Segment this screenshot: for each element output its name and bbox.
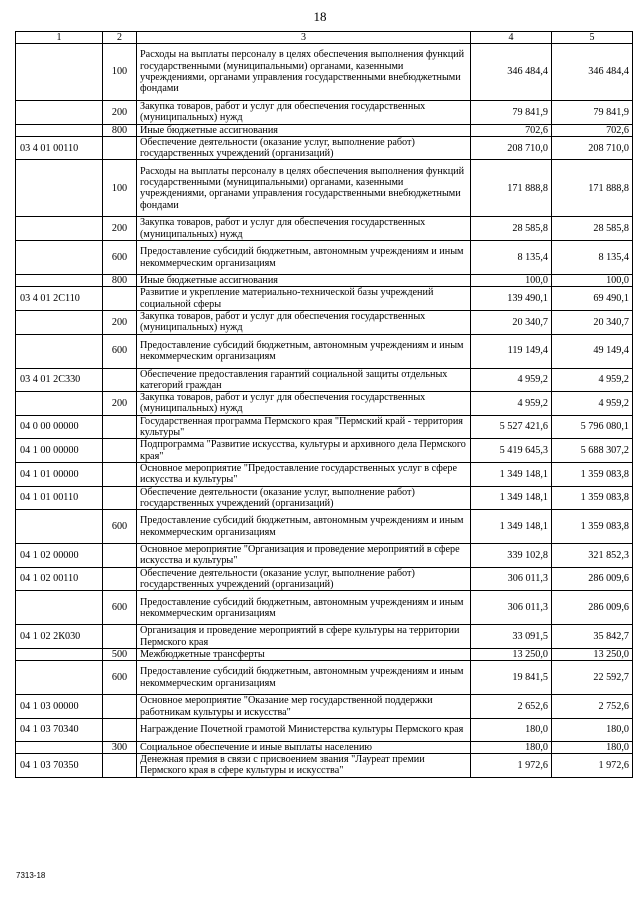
table-row bbox=[16, 241, 633, 275]
row-name: Основное мероприятие "Предоставление государственных услуг в сфере искусства и культуры" bbox=[137, 462, 471, 486]
row-code: 04 1 03 70340 bbox=[16, 718, 103, 741]
header-cell: 2 bbox=[103, 32, 137, 44]
row-amount-2020: 4 959,2 bbox=[552, 368, 633, 392]
row-name: Иные бюджетные ассигнования bbox=[137, 124, 471, 136]
row-amount-2019: 702,6 bbox=[471, 124, 552, 136]
row-name: Иные бюджетные ассигнования bbox=[137, 275, 471, 287]
row-amount-2019: 139 490,1 bbox=[471, 287, 552, 311]
row-amount-2020: 286 009,6 bbox=[552, 567, 633, 591]
row-amount-2020: 1 359 083,8 bbox=[552, 486, 633, 510]
row-name: Социальное обеспечение и иные выплаты населению bbox=[137, 741, 471, 753]
page-number: 18 bbox=[313, 9, 327, 24]
row-code bbox=[16, 741, 103, 753]
row-amount-2020: 100,0 bbox=[552, 275, 633, 287]
row-amount-2019: 1 972,6 bbox=[471, 754, 552, 778]
row-name: Закупка товаров, работ и услуг для обеспечения государственных (муниципальных) нужд bbox=[137, 217, 471, 241]
row-code: 03 4 01 2С330 bbox=[16, 368, 103, 392]
table-row bbox=[16, 217, 633, 241]
row-name: Закупка товаров, работ и услуг для обеспечения государственных (муниципальных) нужд bbox=[137, 392, 471, 416]
row-amount-2019: 180,0 bbox=[471, 741, 552, 753]
row-expense-type bbox=[103, 567, 137, 591]
row-expense-type bbox=[103, 486, 137, 510]
row-code bbox=[16, 217, 103, 241]
row-name: Развитие и укрепление материально-технической базы учреждений социальной сферы bbox=[137, 287, 471, 311]
row-code bbox=[16, 648, 103, 660]
row-code: 04 1 01 00110 bbox=[16, 486, 103, 510]
row-amount-2019: 5 419 645,3 bbox=[471, 439, 552, 463]
row-code: 04 1 02 2К030 bbox=[16, 625, 103, 649]
table-row bbox=[16, 754, 633, 778]
row-amount-2019: 2 652,6 bbox=[471, 695, 552, 719]
table-row bbox=[16, 544, 633, 568]
table-row bbox=[16, 136, 633, 160]
row-expense-type: 200 bbox=[103, 217, 137, 241]
row-amount-2019: 171 888,8 bbox=[471, 160, 552, 217]
row-amount-2020: 208 710,0 bbox=[552, 136, 633, 160]
table-row bbox=[16, 625, 633, 649]
row-expense-type: 600 bbox=[103, 510, 137, 544]
row-amount-2020: 702,6 bbox=[552, 124, 633, 136]
row-name: Расходы на выплаты персоналу в целях обеспечения выполнения функций государственными (муниципальными) органами, казенными учреждениями, органами управления государственными внебюджетными фондами bbox=[137, 44, 471, 101]
row-name: Закупка товаров, работ и услуг для обеспечения государственных (муниципальных) нужд bbox=[137, 310, 471, 334]
table-row bbox=[16, 101, 633, 125]
table-row bbox=[16, 392, 633, 416]
row-amount-2020: 5 796 080,1 bbox=[552, 415, 633, 439]
row-amount-2019: 208 710,0 bbox=[471, 136, 552, 160]
row-name: Денежная премия в связи с присвоением звания "Лауреат премии Пермского края в сфере культуры и искусства" bbox=[137, 754, 471, 778]
row-amount-2019: 79 841,9 bbox=[471, 101, 552, 125]
table-row bbox=[16, 334, 633, 368]
row-name: Обеспечение деятельности (оказание услуг, выполнение работ) государственных учреждений (организаций) bbox=[137, 136, 471, 160]
row-name: Организация и проведение мероприятий в сфере культуры на территории Пермского края bbox=[137, 625, 471, 649]
row-name: Закупка товаров, работ и услуг для обеспечения государственных (муниципальных) нужд bbox=[137, 101, 471, 125]
row-amount-2019: 119 149,4 bbox=[471, 334, 552, 368]
row-amount-2020: 49 149,4 bbox=[552, 334, 633, 368]
row-code: 03 4 01 00110 bbox=[16, 136, 103, 160]
row-code bbox=[16, 275, 103, 287]
row-code: 04 1 00 00000 bbox=[16, 439, 103, 463]
row-code bbox=[16, 44, 103, 101]
table-row bbox=[16, 368, 633, 392]
table-row bbox=[16, 741, 633, 753]
row-amount-2020: 1 972,6 bbox=[552, 754, 633, 778]
row-code: 04 1 03 70350 bbox=[16, 754, 103, 778]
table-row bbox=[16, 510, 633, 544]
table-row bbox=[16, 695, 633, 719]
row-expense-type: 600 bbox=[103, 591, 137, 625]
row-code bbox=[16, 241, 103, 275]
row-amount-2020: 69 490,1 bbox=[552, 287, 633, 311]
row-expense-type bbox=[103, 136, 137, 160]
table-row bbox=[16, 275, 633, 287]
header-cell: 1 bbox=[16, 32, 103, 44]
row-amount-2020: 321 852,3 bbox=[552, 544, 633, 568]
table-row bbox=[16, 661, 633, 695]
row-amount-2019: 33 091,5 bbox=[471, 625, 552, 649]
row-name: Обеспечение деятельности (оказание услуг, выполнение работ) государственных учреждений (организаций) bbox=[137, 486, 471, 510]
footer-code: 7313-18 bbox=[16, 871, 46, 880]
row-expense-type bbox=[103, 754, 137, 778]
table-row bbox=[16, 415, 633, 439]
row-name: Предоставление субсидий бюджетным, автономным учреждениям и иным некоммерческим организациям bbox=[137, 510, 471, 544]
row-code bbox=[16, 334, 103, 368]
table-row bbox=[16, 591, 633, 625]
row-expense-type: 500 bbox=[103, 648, 137, 660]
row-amount-2019: 4 959,2 bbox=[471, 392, 552, 416]
row-code bbox=[16, 160, 103, 217]
row-name: Обеспечение предоставления гарантий социальной защиты отдельных категорий граждан bbox=[137, 368, 471, 392]
row-expense-type bbox=[103, 544, 137, 568]
row-expense-type bbox=[103, 462, 137, 486]
row-amount-2019: 19 841,5 bbox=[471, 661, 552, 695]
table-row bbox=[16, 718, 633, 741]
row-name: Предоставление субсидий бюджетным, автономным учреждениям и иным некоммерческим организациям bbox=[137, 661, 471, 695]
row-code: 03 4 01 2С110 bbox=[16, 287, 103, 311]
row-expense-type: 600 bbox=[103, 334, 137, 368]
row-amount-2020: 2 752,6 bbox=[552, 695, 633, 719]
row-expense-type bbox=[103, 625, 137, 649]
table-row bbox=[16, 160, 633, 217]
row-code: 04 1 02 00110 bbox=[16, 567, 103, 591]
row-code bbox=[16, 591, 103, 625]
row-code bbox=[16, 124, 103, 136]
row-amount-2019: 1 349 148,1 bbox=[471, 486, 552, 510]
row-name: Предоставление субсидий бюджетным, автономным учреждениям и иным некоммерческим организациям bbox=[137, 591, 471, 625]
row-expense-type bbox=[103, 287, 137, 311]
table-row bbox=[16, 287, 633, 311]
row-name: Награждение Почетной грамотой Министерства культуры Пермского края bbox=[137, 718, 471, 741]
row-amount-2019: 8 135,4 bbox=[471, 241, 552, 275]
header-cell: 5 bbox=[552, 32, 633, 44]
row-amount-2019: 346 484,4 bbox=[471, 44, 552, 101]
table-row bbox=[16, 439, 633, 463]
row-expense-type bbox=[103, 439, 137, 463]
row-name: Подпрограмма "Развитие искусства, культуры и архивного дела Пермского края" bbox=[137, 439, 471, 463]
row-amount-2019: 20 340,7 bbox=[471, 310, 552, 334]
row-amount-2020: 13 250,0 bbox=[552, 648, 633, 660]
row-expense-type: 200 bbox=[103, 310, 137, 334]
row-amount-2020: 20 340,7 bbox=[552, 310, 633, 334]
row-amount-2019: 1 349 148,1 bbox=[471, 462, 552, 486]
row-expense-type: 800 bbox=[103, 124, 137, 136]
row-amount-2019: 306 011,3 bbox=[471, 591, 552, 625]
row-name: Обеспечение деятельности (оказание услуг, выполнение работ) государственных учреждений (организаций) bbox=[137, 567, 471, 591]
row-amount-2020: 22 592,7 bbox=[552, 661, 633, 695]
row-amount-2020: 1 359 083,8 bbox=[552, 510, 633, 544]
row-amount-2019: 180,0 bbox=[471, 718, 552, 741]
row-amount-2019: 306 011,3 bbox=[471, 567, 552, 591]
table-row bbox=[16, 124, 633, 136]
row-name: Межбюджетные трансферты bbox=[137, 648, 471, 660]
row-amount-2020: 346 484,4 bbox=[552, 44, 633, 101]
row-name: Предоставление субсидий бюджетным, автономным учреждениям и иным некоммерческим организациям bbox=[137, 241, 471, 275]
row-amount-2020: 5 688 307,2 bbox=[552, 439, 633, 463]
row-amount-2019: 1 349 148,1 bbox=[471, 510, 552, 544]
row-amount-2019: 4 959,2 bbox=[471, 368, 552, 392]
table-row bbox=[16, 486, 633, 510]
row-amount-2020: 171 888,8 bbox=[552, 160, 633, 217]
header-cell: 3 bbox=[137, 32, 471, 44]
table-row bbox=[16, 567, 633, 591]
row-name: Предоставление субсидий бюджетным, автономным учреждениям и иным некоммерческим организациям bbox=[137, 334, 471, 368]
row-name: Расходы на выплаты персоналу в целях обеспечения выполнения функций государственными (муниципальными) органами, казенными учреждениями, органами управления государственными внебюджетными фондами bbox=[137, 160, 471, 217]
row-expense-type: 300 bbox=[103, 741, 137, 753]
row-expense-type bbox=[103, 415, 137, 439]
row-expense-type bbox=[103, 695, 137, 719]
row-code bbox=[16, 101, 103, 125]
row-expense-type bbox=[103, 718, 137, 741]
row-expense-type: 800 bbox=[103, 275, 137, 287]
header-row bbox=[16, 32, 633, 44]
row-amount-2019: 339 102,8 bbox=[471, 544, 552, 568]
row-code: 04 0 00 00000 bbox=[16, 415, 103, 439]
row-amount-2019: 28 585,8 bbox=[471, 217, 552, 241]
row-code: 04 1 01 00000 bbox=[16, 462, 103, 486]
row-amount-2020: 286 009,6 bbox=[552, 591, 633, 625]
row-expense-type: 600 bbox=[103, 661, 137, 695]
row-code bbox=[16, 392, 103, 416]
row-expense-type bbox=[103, 368, 137, 392]
row-code: 04 1 03 00000 bbox=[16, 695, 103, 719]
table-row bbox=[16, 310, 633, 334]
row-code bbox=[16, 510, 103, 544]
row-amount-2019: 5 527 421,6 bbox=[471, 415, 552, 439]
row-amount-2019: 13 250,0 bbox=[471, 648, 552, 660]
row-amount-2020: 1 359 083,8 bbox=[552, 462, 633, 486]
table-row bbox=[16, 648, 633, 660]
row-name: Основное мероприятие "Оказание мер государственной поддержки работникам культуры и искусства" bbox=[137, 695, 471, 719]
table-row bbox=[16, 44, 633, 101]
row-amount-2020: 35 842,7 bbox=[552, 625, 633, 649]
row-name: Основное мероприятие "Организация и проведение мероприятий в сфере искусства и культуры" bbox=[137, 544, 471, 568]
row-code bbox=[16, 310, 103, 334]
row-code bbox=[16, 661, 103, 695]
row-code: 04 1 02 00000 bbox=[16, 544, 103, 568]
row-name: Государственная программа Пермского края "Пермский край - территория культуры" bbox=[137, 415, 471, 439]
row-expense-type: 100 bbox=[103, 44, 137, 101]
table-row bbox=[16, 462, 633, 486]
row-amount-2020: 8 135,4 bbox=[552, 241, 633, 275]
row-amount-2019: 100,0 bbox=[471, 275, 552, 287]
header-cell: 4 bbox=[471, 32, 552, 44]
budget-table bbox=[15, 31, 633, 778]
row-amount-2020: 180,0 bbox=[552, 718, 633, 741]
row-amount-2020: 4 959,2 bbox=[552, 392, 633, 416]
row-amount-2020: 180,0 bbox=[552, 741, 633, 753]
row-amount-2020: 28 585,8 bbox=[552, 217, 633, 241]
row-expense-type: 200 bbox=[103, 392, 137, 416]
row-expense-type: 600 bbox=[103, 241, 137, 275]
row-amount-2020: 79 841,9 bbox=[552, 101, 633, 125]
row-expense-type: 100 bbox=[103, 160, 137, 217]
row-expense-type: 200 bbox=[103, 101, 137, 125]
